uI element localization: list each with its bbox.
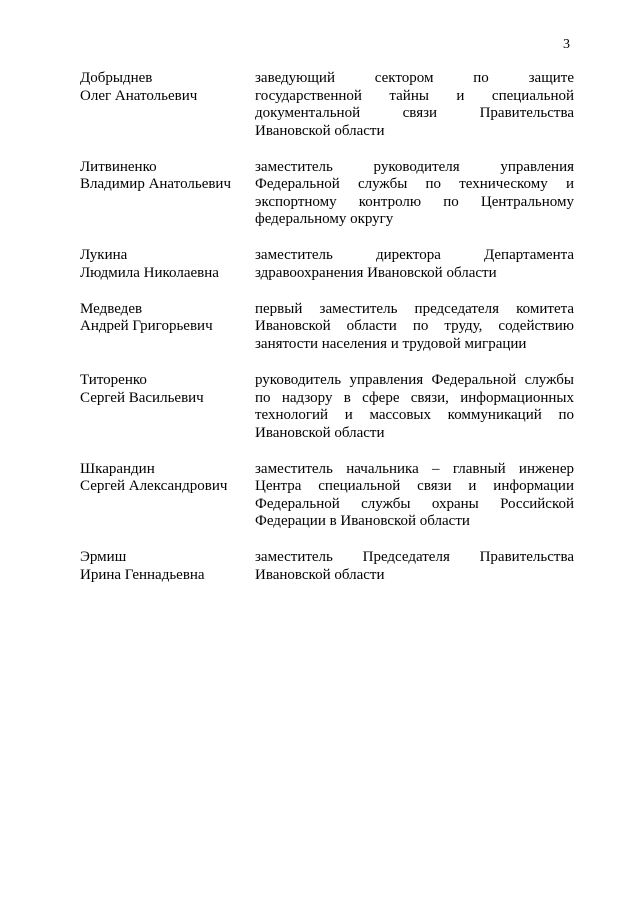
member-name (80, 461, 255, 531)
member-given-names: Андрей Григорьевич (80, 318, 213, 335)
member-given-names: Сергей Александрович (80, 478, 228, 495)
member-name (80, 549, 255, 584)
member-entry (80, 159, 574, 229)
member-position: заведующий сектором по защите государственной тайны и специальной документальной связи Правительства Ивановской области (255, 70, 574, 139)
member-surname: Добрыднев (80, 70, 153, 86)
member-entry (80, 70, 574, 140)
member-surname: Эрмиш (80, 549, 127, 566)
member-surname: Литвиненко (80, 158, 157, 175)
member-surname: Медведев (80, 300, 143, 317)
member-position: руководитель управления Федеральной службы по надзору в сфере связи, информационных технологий и массовых коммуникаций по Ивановской области (255, 371, 574, 441)
member-name (80, 70, 255, 140)
member-given-names: Ирина Геннадьевна (80, 566, 205, 583)
member-name (80, 159, 255, 229)
member-position: заместитель руководителя управления Федеральной службы по техническому и экспортному контролю по Центральному федеральному округу (255, 158, 574, 228)
page-number: 3 (563, 37, 570, 52)
member-list (80, 70, 574, 584)
member-surname: Лукина (80, 247, 128, 264)
member-given-names: Олег Анатольевич (80, 87, 198, 104)
member-given-names: Людмила Николаевна (80, 264, 219, 281)
member-entry (80, 247, 574, 282)
member-surname: Титоренко (80, 371, 147, 388)
member-entry (80, 301, 574, 354)
member-given-names: Владимир Анатольевич (80, 176, 232, 193)
member-surname: Шкарандин (80, 460, 155, 477)
member-position: заместитель директора Департамента здравоохранения Ивановской области (255, 247, 574, 281)
member-given-names: Сергей Васильевич (80, 389, 204, 406)
member-name (80, 247, 255, 282)
member-entry (80, 461, 574, 531)
member-position: заместитель начальника – главный инженер Центра специальной связи и информации Федеральной службы охраны Российской Федерации в Ивановской области (255, 460, 574, 530)
member-position: заместитель Председателя Правительства Ивановской области (255, 549, 574, 583)
member-entry (80, 549, 574, 584)
member-entry (80, 372, 574, 442)
member-name (80, 372, 255, 442)
member-name (80, 301, 255, 354)
member-position: первый заместитель председателя комитета Ивановской области по труду, содействию занятости населения и трудовой миграции (255, 300, 574, 353)
